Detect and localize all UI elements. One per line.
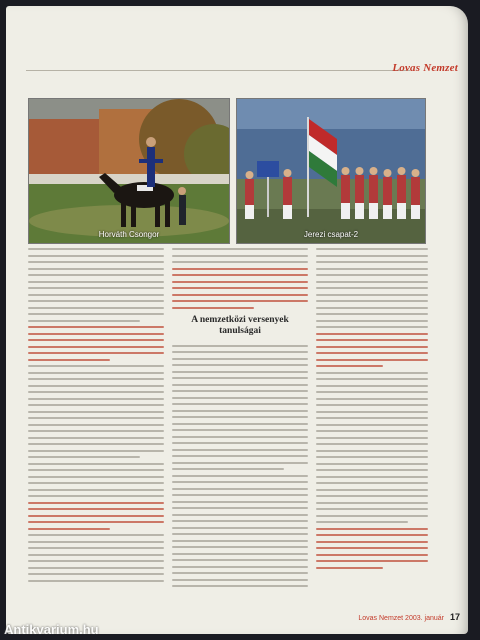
watermark: Antikvarium.hu xyxy=(4,622,99,637)
text-column-2 xyxy=(172,248,308,588)
magazine-page xyxy=(6,6,468,634)
magazine-logo: Lovas Nemzet xyxy=(392,62,458,74)
text-column-1 xyxy=(28,248,164,588)
text-column-3 xyxy=(316,248,428,588)
photo-vaulting-image xyxy=(29,99,229,243)
page-footer xyxy=(358,612,460,626)
photo-caption: Jerezi csapat-2 xyxy=(303,230,359,239)
page-number: 17 xyxy=(449,612,460,622)
section-heading: A nemzetközi versenyek tanulságai xyxy=(191,314,289,336)
photo-team xyxy=(236,98,426,244)
footer-magazine-date: Lovas Nemzet 2003. január xyxy=(358,615,444,622)
photo-team-image xyxy=(237,99,425,243)
photo-caption: Horváth Csongor xyxy=(98,230,160,239)
header-rule xyxy=(26,70,410,71)
photo-vaulting xyxy=(28,98,230,244)
